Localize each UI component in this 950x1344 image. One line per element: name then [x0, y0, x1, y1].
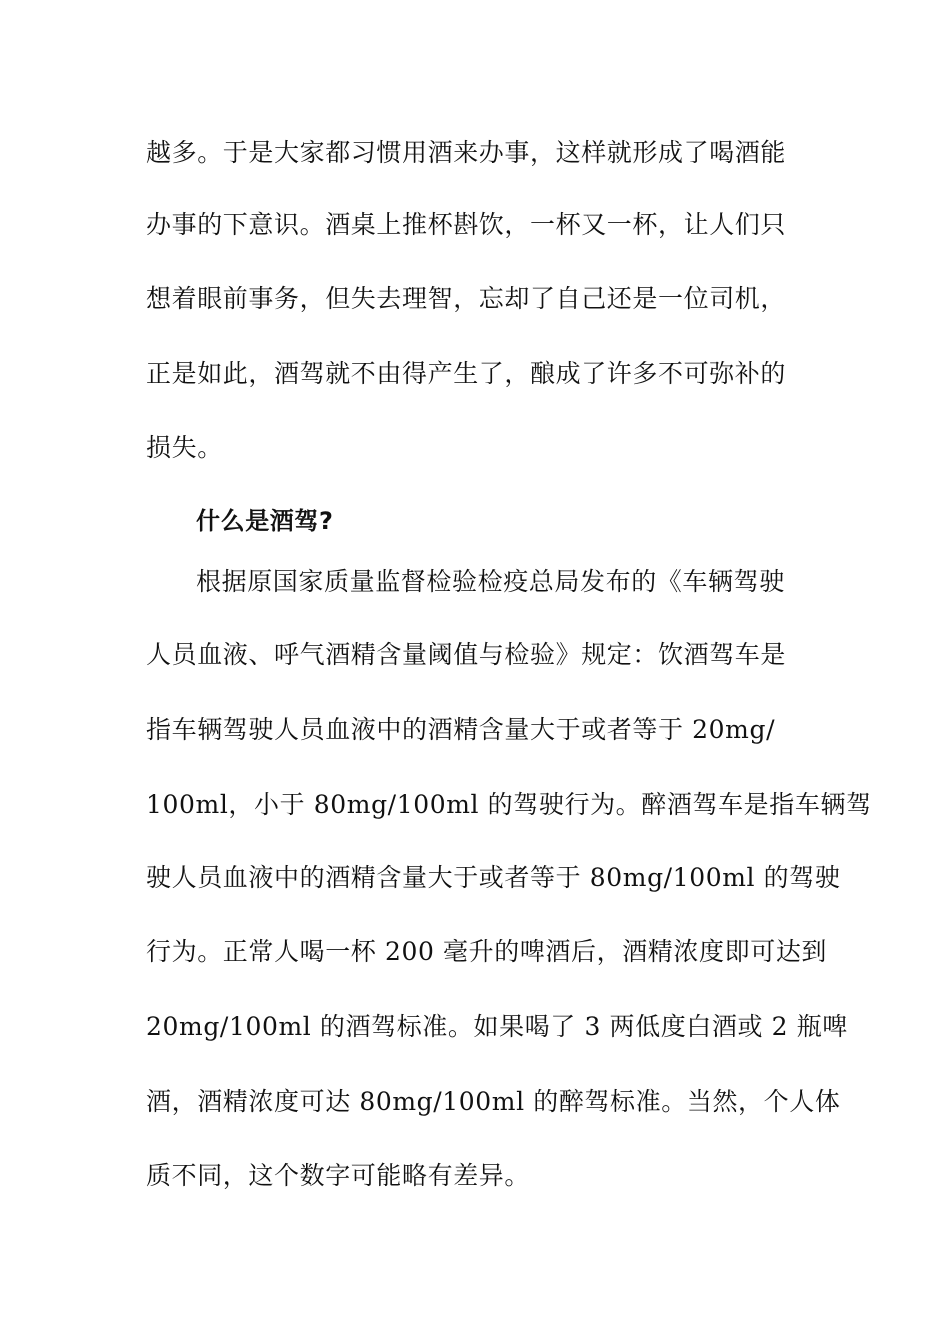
paragraph-2-line-6: 行为。正常人喝一杯 200 毫升的啤酒后，酒精浓度即可达到 — [146, 937, 828, 966]
paragraph-2-line-8: 酒，酒精浓度可达 80mg/100ml 的醉驾标准。当然，个人体 — [146, 1087, 841, 1116]
paragraph-1-line-5: 损失。 — [146, 433, 223, 462]
paragraph-1-line-3: 想着眼前事务，但失去理智，忘却了自己还是一位司机， — [146, 284, 787, 313]
paragraph-1-line-2: 办事的下意识。酒桌上推杯斟饮，一杯又一杯，让人们只 — [146, 210, 787, 239]
paragraph-1-line-1: 越多。于是大家都习惯用酒来办事，这样就形成了喝酒能 — [146, 138, 787, 167]
paragraph-2-line-9: 质不同，这个数字可能略有差异。 — [146, 1161, 531, 1190]
paragraph-1-line-4: 正是如此，酒驾就不由得产生了，酿成了许多不可弥补的 — [146, 359, 787, 388]
paragraph-2-line-2: 人员血液、呼气酒精含量阈值与检验》规定：饮酒驾车是 — [146, 640, 787, 669]
section-heading: 什么是酒驾? — [196, 507, 334, 535]
paragraph-2-line-5: 驶人员血液中的酒精含量大于或者等于 80mg/100ml 的驾驶 — [146, 863, 841, 892]
paragraph-2-line-4: 100ml，小于 80mg/100ml 的驾驶行为。醉酒驾车是指车辆驾 — [146, 790, 872, 819]
paragraph-2-line-1: 根据原国家质量监督检验检疫总局发布的《车辆驾驶 — [196, 567, 785, 596]
paragraph-2-line-7: 20mg/100ml 的酒驾标准。如果喝了 3 两低度白酒或 2 瓶啤 — [146, 1012, 848, 1041]
paragraph-2-line-3: 指车辆驾驶人员血液中的酒精含量大于或者等于 20mg/ — [146, 715, 776, 744]
